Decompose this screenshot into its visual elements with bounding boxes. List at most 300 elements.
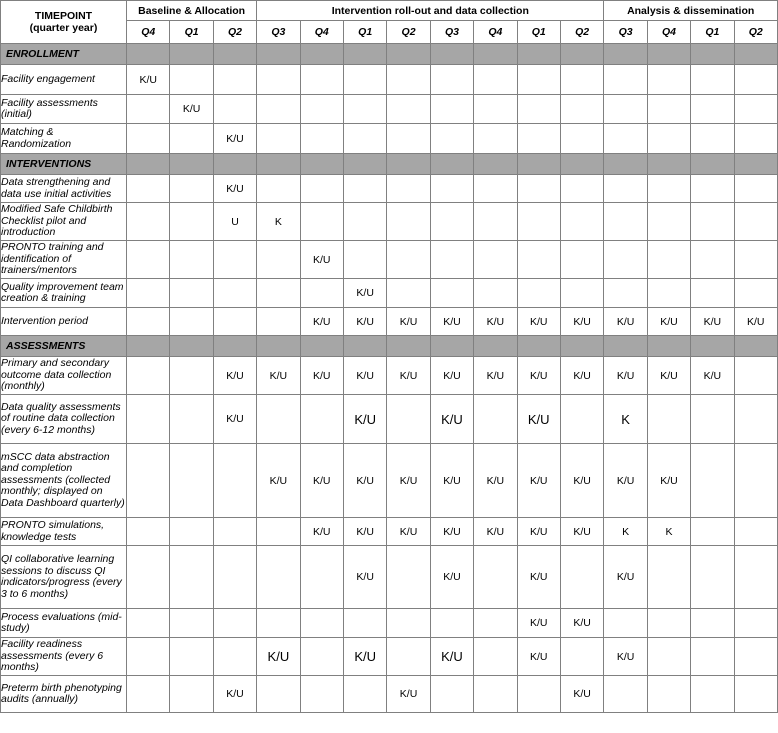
schedule-cell: [647, 241, 690, 279]
section-filler-cell: [257, 154, 300, 175]
section-filler-cell: [257, 336, 300, 357]
schedule-cell: [604, 95, 647, 124]
schedule-cell: [170, 124, 213, 154]
phase-header: Intervention roll-out and data collection: [257, 1, 604, 21]
schedule-cell: [560, 124, 603, 154]
quarter-header: Q4: [474, 21, 517, 44]
quarter-header: Q4: [647, 21, 690, 44]
schedule-cell: K/U: [604, 638, 647, 676]
schedule-cell: K/U: [474, 357, 517, 395]
schedule-cell: K: [604, 518, 647, 546]
section-filler-cell: [647, 154, 690, 175]
schedule-cell: [257, 308, 300, 336]
schedule-cell: [430, 65, 473, 95]
schedule-cell: [300, 279, 343, 308]
section-row: [1, 154, 778, 175]
schedule-cell: K/U: [430, 546, 473, 609]
schedule-cell: [647, 65, 690, 95]
schedule-cell: K/U: [300, 241, 343, 279]
schedule-cell: [127, 395, 170, 444]
schedule-cell: [127, 308, 170, 336]
section-filler-cell: [387, 44, 430, 65]
quarter-header: Q2: [560, 21, 603, 44]
schedule-cell: [343, 65, 386, 95]
schedule-cell: K/U: [343, 308, 386, 336]
schedule-cell: [170, 395, 213, 444]
timepoint-header: [1, 1, 127, 44]
schedule-cell: [257, 676, 300, 713]
schedule-cell: [647, 676, 690, 713]
schedule-cell: [213, 444, 256, 518]
schedule-cell: K/U: [647, 308, 690, 336]
schedule-cell: K/U: [213, 395, 256, 444]
activity-label: Process evaluations (mid-study): [1, 609, 127, 638]
schedule-cell: [170, 308, 213, 336]
activity-row: [1, 609, 778, 638]
schedule-cell: [691, 638, 734, 676]
schedule-cell: [127, 638, 170, 676]
schedule-cell: K/U: [517, 518, 560, 546]
section-filler-cell: [691, 154, 734, 175]
schedule-cell: [647, 638, 690, 676]
phase-header: Baseline & Allocation: [127, 1, 257, 21]
schedule-cell: [300, 638, 343, 676]
activity-row: [1, 203, 778, 241]
schedule-cell: [560, 638, 603, 676]
schedule-cell: [170, 518, 213, 546]
schedule-cell: [170, 279, 213, 308]
schedule-cell: [300, 395, 343, 444]
section-filler-cell: [474, 154, 517, 175]
schedule-cell: K: [257, 203, 300, 241]
schedule-cell: [734, 676, 777, 713]
activity-label: Modified Safe Childbirth Checklist pilot and introduction: [1, 203, 127, 241]
activity-label: Intervention period: [1, 308, 127, 336]
schedule-cell: K/U: [560, 444, 603, 518]
activity-row: [1, 308, 778, 336]
schedule-cell: [213, 241, 256, 279]
phase-header-row: [1, 1, 778, 21]
schedule-cell: [517, 95, 560, 124]
schedule-cell: [517, 203, 560, 241]
schedule-cell: [691, 676, 734, 713]
schedule-cell: [170, 546, 213, 609]
quarter-header: Q1: [691, 21, 734, 44]
schedule-cell: [213, 95, 256, 124]
schedule-cell: [691, 124, 734, 154]
schedule-cell: [343, 175, 386, 203]
schedule-cell: K/U: [300, 357, 343, 395]
section-filler-cell: [560, 336, 603, 357]
schedule-cell: [170, 609, 213, 638]
schedule-cell: [734, 395, 777, 444]
schedule-cell: [474, 395, 517, 444]
section-title: INTERVENTIONS: [1, 154, 127, 175]
activity-label: Facility assessments (initial): [1, 95, 127, 124]
schedule-cell: [560, 241, 603, 279]
section-filler-cell: [213, 44, 256, 65]
schedule-cell: [300, 203, 343, 241]
schedule-cell: [604, 203, 647, 241]
section-filler-cell: [127, 154, 170, 175]
schedule-cell: [257, 175, 300, 203]
activity-label: PRONTO simulations, knowledge tests: [1, 518, 127, 546]
schedule-cell: [734, 518, 777, 546]
section-filler-cell: [734, 154, 777, 175]
schedule-cell: [430, 175, 473, 203]
section-filler-cell: [430, 44, 473, 65]
schedule-cell: [387, 638, 430, 676]
schedule-cell: [560, 395, 603, 444]
activity-label: Facility engagement: [1, 65, 127, 95]
schedule-cell: K/U: [300, 518, 343, 546]
schedule-cell: [430, 676, 473, 713]
quarter-header: Q3: [604, 21, 647, 44]
schedule-cell: K/U: [257, 638, 300, 676]
schedule-cell: [647, 203, 690, 241]
schedule-cell: K/U: [387, 444, 430, 518]
schedule-cell: [170, 65, 213, 95]
schedule-cell: [517, 124, 560, 154]
schedule-cell: K/U: [604, 357, 647, 395]
schedule-cell: K/U: [343, 638, 386, 676]
schedule-cell: U: [213, 203, 256, 241]
quarter-header: Q1: [170, 21, 213, 44]
schedule-cell: [474, 203, 517, 241]
schedule-cell: [734, 175, 777, 203]
schedule-cell: [127, 546, 170, 609]
activity-row: [1, 65, 778, 95]
schedule-cell: [691, 395, 734, 444]
table-body: [1, 44, 778, 713]
section-filler-cell: [343, 336, 386, 357]
schedule-cell: [647, 609, 690, 638]
schedule-cell: K/U: [343, 518, 386, 546]
schedule-cell: [474, 279, 517, 308]
section-filler-cell: [647, 44, 690, 65]
schedule-cell: [127, 95, 170, 124]
activity-label: Primary and secondary outcome data collection (monthly): [1, 357, 127, 395]
schedule-cell: K/U: [343, 395, 386, 444]
schedule-cell: [170, 676, 213, 713]
schedule-cell: [604, 279, 647, 308]
schedule-cell: [734, 95, 777, 124]
schedule-cell: K/U: [647, 357, 690, 395]
schedule-cell: [560, 203, 603, 241]
section-filler-cell: [213, 154, 256, 175]
schedule-cell: [387, 124, 430, 154]
schedule-cell: K/U: [517, 444, 560, 518]
schedule-cell: [691, 279, 734, 308]
schedule-cell: [170, 203, 213, 241]
schedule-cell: [300, 175, 343, 203]
section-filler-cell: [170, 336, 213, 357]
schedule-cell: [734, 124, 777, 154]
section-row: [1, 336, 778, 357]
schedule-cell: [170, 241, 213, 279]
schedule-cell: [127, 241, 170, 279]
schedule-cell: [691, 518, 734, 546]
schedule-cell: [170, 175, 213, 203]
schedule-cell: [734, 241, 777, 279]
schedule-cell: [387, 395, 430, 444]
schedule-cell: K/U: [691, 308, 734, 336]
schedule-cell: K/U: [343, 444, 386, 518]
schedule-cell: [691, 546, 734, 609]
activity-row: [1, 95, 778, 124]
schedule-cell: K/U: [430, 444, 473, 518]
schedule-cell: [734, 279, 777, 308]
schedule-cell: [213, 609, 256, 638]
schedule-cell: [734, 638, 777, 676]
schedule-cell: [604, 124, 647, 154]
activity-label: QI collaborative learning sessions to discuss QI indicators/progress (every 3 to 6 months): [1, 546, 127, 609]
schedule-cell: [257, 518, 300, 546]
schedule-cell: K/U: [430, 638, 473, 676]
section-filler-cell: [170, 154, 213, 175]
schedule-cell: K/U: [430, 357, 473, 395]
schedule-cell: K/U: [647, 444, 690, 518]
schedule-cell: [691, 65, 734, 95]
section-row: [1, 44, 778, 65]
section-filler-cell: [127, 336, 170, 357]
schedule-cell: K/U: [474, 518, 517, 546]
schedule-cell: [647, 95, 690, 124]
activity-row: [1, 444, 778, 518]
schedule-cell: [257, 609, 300, 638]
schedule-cell: K/U: [604, 546, 647, 609]
schedule-cell: [300, 65, 343, 95]
schedule-cell: K/U: [560, 357, 603, 395]
schedule-cell: [647, 175, 690, 203]
schedule-cell: [257, 395, 300, 444]
schedule-cell: [734, 357, 777, 395]
schedule-cell: K/U: [213, 357, 256, 395]
schedule-cell: K/U: [387, 308, 430, 336]
schedule-cell: [474, 241, 517, 279]
timepoint-sublabel: (quarter year): [29, 22, 98, 34]
schedule-cell: [474, 124, 517, 154]
schedule-cell: [343, 241, 386, 279]
schedule-cell: [127, 518, 170, 546]
schedule-cell: [127, 357, 170, 395]
schedule-cell: [343, 95, 386, 124]
schedule-cell: [734, 609, 777, 638]
schedule-cell: [734, 65, 777, 95]
schedule-cell: [170, 638, 213, 676]
schedule-cell: [213, 308, 256, 336]
schedule-cell: [691, 241, 734, 279]
schedule-cell: K/U: [343, 279, 386, 308]
schedule-cell: [604, 175, 647, 203]
activity-row: [1, 518, 778, 546]
schedule-cell: K/U: [257, 357, 300, 395]
section-filler-cell: [517, 154, 560, 175]
schedule-cell: [300, 676, 343, 713]
schedule-cell: [474, 638, 517, 676]
schedule-cell: [387, 546, 430, 609]
schedule-cell: [474, 676, 517, 713]
schedule-cell: [213, 65, 256, 95]
section-filler-cell: [343, 154, 386, 175]
schedule-cell: K/U: [213, 124, 256, 154]
schedule-cell: [387, 279, 430, 308]
schedule-cell: K/U: [387, 357, 430, 395]
schedule-cell: [517, 676, 560, 713]
section-filler-cell: [257, 44, 300, 65]
activity-row: [1, 546, 778, 609]
activity-label: Quality improvement team creation & training: [1, 279, 127, 308]
schedule-cell: [560, 95, 603, 124]
schedule-cell: [170, 444, 213, 518]
schedule-cell: [691, 444, 734, 518]
activity-row: [1, 676, 778, 713]
schedule-cell: K/U: [691, 357, 734, 395]
schedule-cell: K/U: [560, 609, 603, 638]
quarter-header: Q2: [734, 21, 777, 44]
schedule-cell: K/U: [474, 308, 517, 336]
schedule-cell: K/U: [517, 546, 560, 609]
schedule-cell: [343, 609, 386, 638]
schedule-cell: [604, 241, 647, 279]
schedule-cell: K/U: [517, 357, 560, 395]
schedule-cell: K/U: [604, 444, 647, 518]
schedule-cell: [560, 546, 603, 609]
schedule-cell: K/U: [430, 395, 473, 444]
schedule-cell: [257, 65, 300, 95]
phase-header: Analysis & dissemination: [604, 1, 778, 21]
schedule-cell: [430, 279, 473, 308]
schedule-cell: [517, 279, 560, 308]
schedule-cell: K/U: [387, 518, 430, 546]
schedule-cell: [474, 95, 517, 124]
schedule-cell: [343, 124, 386, 154]
activity-row: [1, 357, 778, 395]
schedule-cell: [560, 175, 603, 203]
schedule-cell: [127, 124, 170, 154]
quarter-header: Q2: [387, 21, 430, 44]
schedule-cell: [387, 609, 430, 638]
section-title: ASSESSMENTS: [1, 336, 127, 357]
activity-label: mSCC data abstraction and completion assessments (collected monthly; displayed on Data Dashboard quarterly): [1, 444, 127, 518]
activity-label: Preterm birth phenotyping audits (annually): [1, 676, 127, 713]
schedule-cell: K/U: [734, 308, 777, 336]
schedule-cell: [474, 609, 517, 638]
schedule-cell: K: [604, 395, 647, 444]
schedule-cell: [300, 609, 343, 638]
activity-row: [1, 279, 778, 308]
section-filler-cell: [517, 44, 560, 65]
section-filler-cell: [691, 336, 734, 357]
schedule-cell: [127, 279, 170, 308]
schedule-cell: [691, 609, 734, 638]
section-filler-cell: [691, 44, 734, 65]
schedule-cell: [734, 444, 777, 518]
schedule-cell: [647, 124, 690, 154]
schedule-cell: K/U: [213, 175, 256, 203]
schedule-cell: [213, 546, 256, 609]
quarter-header: Q4: [127, 21, 170, 44]
schedule-cell: [474, 175, 517, 203]
schedule-cell: [257, 95, 300, 124]
schedule-cell: [300, 546, 343, 609]
quarter-header: Q3: [257, 21, 300, 44]
table-header: [1, 1, 778, 44]
schedule-cell: [647, 279, 690, 308]
schedule-cell: [387, 241, 430, 279]
schedule-cell: [517, 65, 560, 95]
schedule-cell: [127, 203, 170, 241]
activity-label: Facility readiness assessments (every 6 months): [1, 638, 127, 676]
schedule-cell: [387, 65, 430, 95]
schedule-cell: K/U: [387, 676, 430, 713]
section-filler-cell: [734, 336, 777, 357]
schedule-cell: K/U: [300, 308, 343, 336]
schedule-cell: K/U: [560, 308, 603, 336]
schedule-cell: [387, 175, 430, 203]
schedule-cell: [170, 357, 213, 395]
section-filler-cell: [300, 336, 343, 357]
schedule-cell: [127, 609, 170, 638]
section-filler-cell: [474, 44, 517, 65]
schedule-cell: [430, 124, 473, 154]
schedule-cell: [430, 609, 473, 638]
schedule-cell: [127, 175, 170, 203]
section-filler-cell: [387, 154, 430, 175]
activity-row: [1, 124, 778, 154]
schedule-cell: K/U: [170, 95, 213, 124]
schedule-cell: [647, 395, 690, 444]
schedule-cell: [430, 95, 473, 124]
schedule-cell: [691, 203, 734, 241]
section-filler-cell: [647, 336, 690, 357]
schedule-cell: K/U: [343, 546, 386, 609]
schedule-cell: K/U: [127, 65, 170, 95]
schedule-cell: K/U: [213, 676, 256, 713]
schedule-cell: [127, 676, 170, 713]
activity-label: Data quality assessments of routine data collection (every 6-12 months): [1, 395, 127, 444]
schedule-cell: K/U: [430, 518, 473, 546]
schedule-cell: K/U: [517, 609, 560, 638]
schedule-cell: [474, 65, 517, 95]
section-filler-cell: [430, 154, 473, 175]
quarter-header: Q1: [517, 21, 560, 44]
schedule-cell: [300, 95, 343, 124]
schedule-cell: [257, 279, 300, 308]
schedule-cell: [691, 175, 734, 203]
schedule-cell: K/U: [604, 308, 647, 336]
section-filler-cell: [560, 44, 603, 65]
schedule-cell: [430, 203, 473, 241]
schedule-cell: [560, 65, 603, 95]
schedule-cell: K/U: [560, 518, 603, 546]
section-filler-cell: [430, 336, 473, 357]
schedule-cell: [691, 95, 734, 124]
section-filler-cell: [387, 336, 430, 357]
schedule-cell: K/U: [560, 676, 603, 713]
activity-label: PRONTO training and identification of trainers/mentors: [1, 241, 127, 279]
quarter-header: Q3: [430, 21, 473, 44]
schedule-cell: [560, 279, 603, 308]
section-filler-cell: [300, 44, 343, 65]
section-filler-cell: [517, 336, 560, 357]
section-filler-cell: [604, 44, 647, 65]
schedule-cell: K: [647, 518, 690, 546]
schedule-cell: [257, 124, 300, 154]
activity-row: [1, 175, 778, 203]
quarter-header: Q4: [300, 21, 343, 44]
schedule-cell: [300, 124, 343, 154]
